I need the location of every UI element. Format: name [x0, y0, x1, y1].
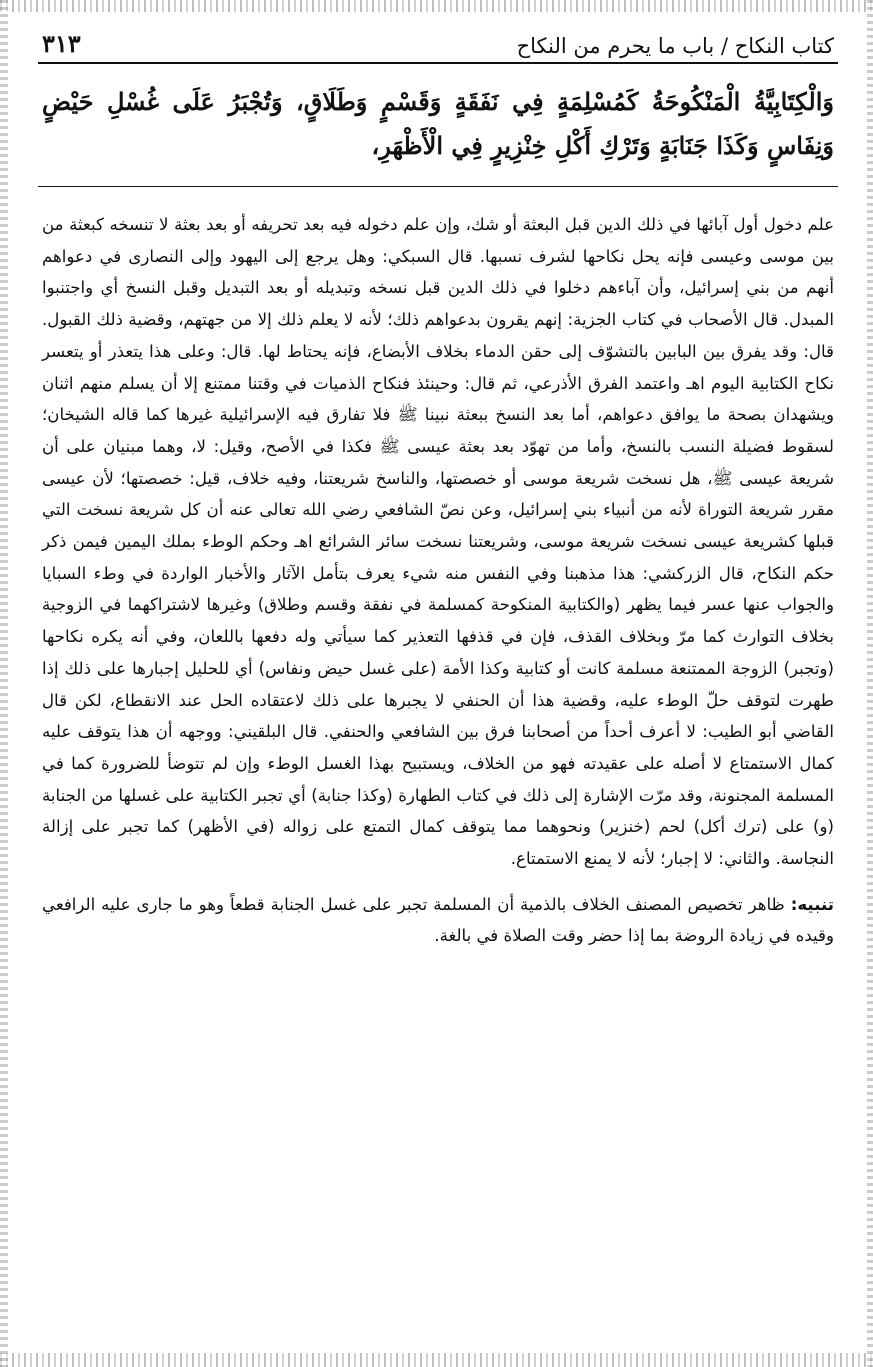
page-border-bottom: [0, 1353, 873, 1367]
page-border-left: [0, 0, 8, 1367]
page-border-top: [0, 0, 873, 12]
tanbih-label: تنبيه:: [790, 894, 834, 914]
tanbih-paragraph: [42, 889, 834, 952]
page-header: [38, 20, 838, 64]
matn-text: وَالْكِتَابِيَّةُ الْمَنْكُوحَةُ كَمُسْلِمَةٍ فِي نَفَقَةٍ وَقَسْمٍ وَطَلَاقٍ، وَتُجْبَرُ عَلَى غُسْلِ حَيْضٍ وَنِفَاسٍ وَكَذَا جَنَابَةٍ وَتَرْكِ أَكْلِ خِنْزِيرٍ فِي الْأَظْهَرِ،: [42, 87, 834, 160]
book-page: [38, 20, 838, 952]
running-head: كتاب النكاح / باب ما يحرم من النكاح: [516, 34, 834, 58]
commentary-paragraph: علم دخول أول آبائها في ذلك الدين قبل البعثة أو شك، وإن علم دخوله فيه بعد تحريفه أو بعد بعثة لا تنسخه كبعثة من بين موسى وعيسى فإنه يحل نكاحها لشرف نسبها. قال السبكي: وهل يرجع إلى اليهود وإلى النصارى في دعواهم أنهم من بني إسرائيل، وأن آباءهم دخلوا في ذلك الدين قبل نسخه وتبديله أو بعد التبديل وقبل النسخ أي واجتنبوا المبدل. قال الأصحاب في كتاب الجزية: إنهم يقرون بدعواهم ذلك؛ لأنه لا يعلم ذلك إلا من جهتهم، وقضية ذلك القبول. قال: وقد يفرق بين البابين بالتشوّف إلى حقن الدماء بخلاف الأبضاع، فإنه يحتاط لها. قال: وعلى هذا يتعذر أو يتعسر نكاح الكتابية اليوم اهـ واعتمد الفرق الأذرعي، ثم قال: وحينئذ فنكاح الذميات في وقتنا ممتنع إلا أن يسلم منهم اثنان ويشهدان بصحة ما يوافق دعواهم، أما بعد النسخ ببعثة نبينا ﷺ فلا تفارق فيه الإسرائيلية غيرها كما قاله الشيخان؛ لسقوط فضيلة النسب بالنسخ، وأما من تهوّد بعد بعثة عيسى ﷺ فكذا في الأصح، وقيل: لا، وهما مبنيان على أن شريعة عيسى ﷺ، هل نسخت شريعة موسى أو خصصتها، والناسخ شريعتنا، وفيه خلاف، قيل: خصصتها؛ لأن عيسى مقرر شريعة التوراة لأنه من أنبياء بني إسرائيل، وعن نصّ الشافعي رضي الله تعالى عنه أن كل شريعة نسخت التي قبلها كشريعة عيسى نسخت شريعة موسى، وشريعتنا نسخت سائر الشرائع اهـ وحكم الوطء بملك اليمين فيمن ذكر حكم النكاح، قال الزركشي: هذا مذهبنا وفي النفس منه شيء يعرف بتأمل الآثار والأخبار الواردة في وطء السبايا والجواب عنها عسر فيما يظهر (والكتابية المنكوحة كمسلمة في نفقة وقسم وطلاق) وغيرها لاشتراكهما في الزوجية بخلاف التوارث كما مرّ وبخلاف القذف، فإن في قذفها التعذير كما سيأتي وله دفعها باللعان، وفي أنه يكره نكاحها (وتجبر) الزوجة الممتنعة مسلمة كانت أو كتابية وكذا الأمة (على غسل حيض ونفاس) أي للحليل إجبارها على ذلك إذا طهرت لتوقف حلّ الوطء عليه، وقضية هذا أن الحنفي لا يجبرها على ذلك لاعتقاده الحل عند الانقطاع، لكن قال القاضي أبو الطيب: لا أعرف أحداً من أصحابنا فرق بين الشافعي والحنفي. قال البلقيني: ووجهه أن هذا يتوقف عليه كمال الاستمتاع لا أصله على عقيدته فهو من الخلاف، ويستبيح بهذا الغسل الوطء وإن لم تتوضأ للضرورة كما في المسلمة المجنونة، وقد مرّت الإشارة إلى ذلك في كتاب الطهارة (وكذا جنابة) أي تجبر الكتابية على غسلها من الجنابة (و) على (ترك أكل) لحم (خنزير) ونحوهما مما يتوقف كمال التمتع على زواله (في الأظهر) كما تجبر على إزالة النجاسة. والثاني: لا إجبار؛ لأنه لا يمنع الاستمتاع.: [42, 215, 834, 869]
tanbih-text: ظاهر تخصيص المصنف الخلاف بالذمية أن المسلمة تجبر على غسل الجنابة قطعاً وهو ما جارى عليه الرافعي وقيده في زيادة الروضة بما إذا حضر وقت الصلاة في بالغة.: [42, 894, 834, 946]
page-border-right: [867, 0, 873, 1367]
commentary-body: [38, 209, 838, 952]
matn-divider: [38, 186, 838, 187]
page-number: ٣١٣: [42, 29, 81, 58]
